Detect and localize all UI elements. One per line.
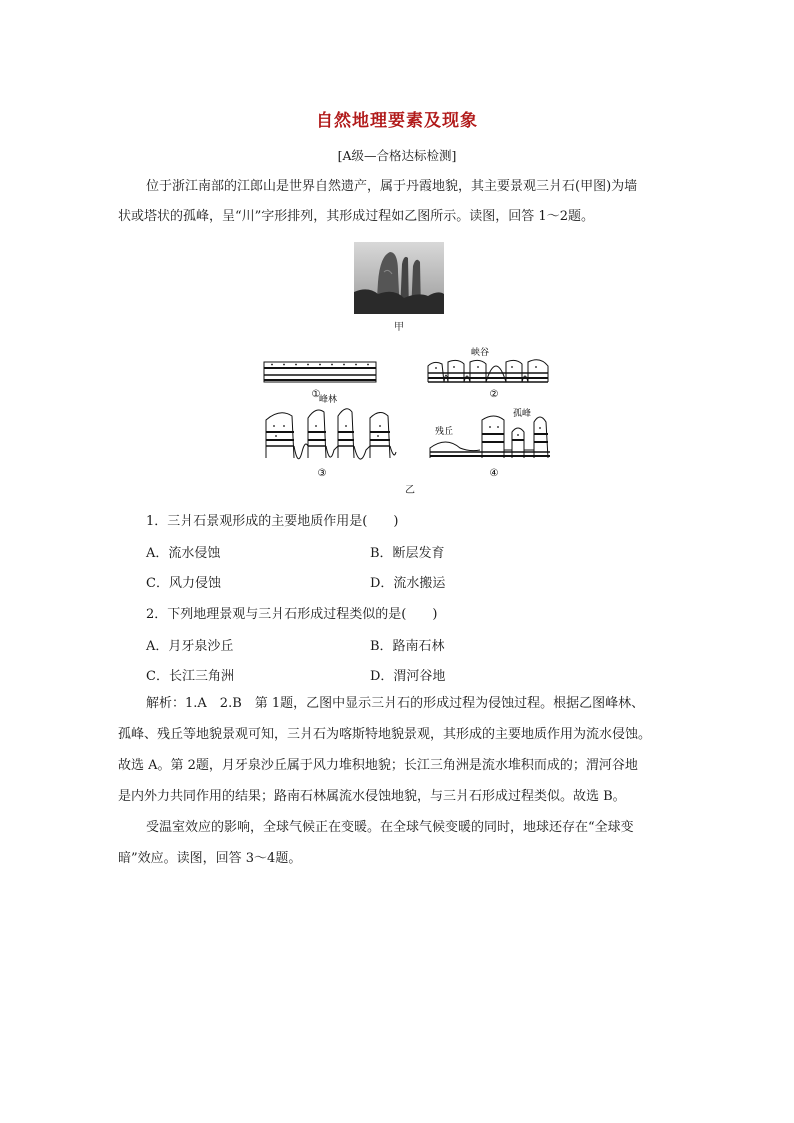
term-residual-hill: 残丘 xyxy=(434,427,454,437)
stage-1-layers xyxy=(264,362,376,382)
q2-option-b: B．路南石林 xyxy=(370,639,445,654)
analysis-line-1: 解析：1.A 2.B 第 1题，乙图中显示三爿石的形成过程为侵蚀过程。根据乙图峰林、 xyxy=(146,696,645,711)
photo-jia xyxy=(354,242,444,314)
q1-stem: 1．三爿石景观形成的主要地质作用是( ) xyxy=(146,514,399,529)
q1-option-a: A．流水侵蚀 xyxy=(146,546,221,561)
q2-option-d: D．渭河谷地 xyxy=(370,669,446,684)
diagram-yi xyxy=(250,340,570,490)
next-line-2: 暗”效应。读图，回答 3～4题。 xyxy=(118,851,302,866)
stage-2-label: ② xyxy=(489,389,499,400)
term-isolated-peak: 孤峰 xyxy=(512,409,532,419)
term-peak-forest: 峰林 xyxy=(318,395,338,405)
stage-1-label: ① xyxy=(311,389,321,400)
stage-3-label: ③ xyxy=(317,468,327,479)
stage-4-layers xyxy=(430,416,550,458)
analysis-line-3: 故选 A。第 2题，月牙泉沙丘属于风力堆积地貌；长江三角洲是流水堆积而成的；渭河谷地 xyxy=(118,758,638,773)
stage-3-layers xyxy=(266,409,396,459)
q2-stem: 2．下列地理景观与三爿石形成过程类似的是( ) xyxy=(146,607,438,622)
intro-line-1: 位于浙江南部的江郎山是世界自然遗产，属于丹霞地貌，其主要景观三爿石(甲图)为墙 xyxy=(146,179,638,194)
photo-label: 甲 xyxy=(394,322,404,333)
photo-image xyxy=(354,242,444,314)
level-heading: [A级—合格达标检测] xyxy=(337,148,457,163)
next-line-1: 受温室效应的影响，全球气候正在变暖。在全球气候变暖的同时，地球还存在“全球变 xyxy=(146,820,634,835)
analysis-line-2: 孤峰、残丘等地貌景观可知，三爿石为喀斯特地貌景观，其形成的主要地质作用为流水侵蚀。 xyxy=(118,727,652,742)
q1-option-d: D．流水搬运 xyxy=(370,576,446,591)
page-title: 自然地理要素及现象 xyxy=(316,111,478,131)
q1-option-c: C．风力侵蚀 xyxy=(146,576,221,591)
q2-option-c: C．长江三角洲 xyxy=(146,669,234,684)
analysis-line-4: 是内外力共同作用的结果；路南石林属流水侵蚀地貌，与三爿石形成过程类似。故选 B。 xyxy=(118,789,626,804)
q2-option-a: A．月牙泉沙丘 xyxy=(146,639,234,654)
diagram-label: 乙 xyxy=(405,485,415,496)
term-canyon: 峡谷 xyxy=(470,348,490,358)
stage-4-label: ④ xyxy=(489,468,499,479)
stage-2-layers xyxy=(428,360,548,382)
intro-line-2: 状或塔状的孤峰，呈“川”字形排列，其形成过程如乙图所示。读图，回答 1～2题。 xyxy=(118,209,594,224)
q1-option-b: B．断层发育 xyxy=(370,546,445,561)
